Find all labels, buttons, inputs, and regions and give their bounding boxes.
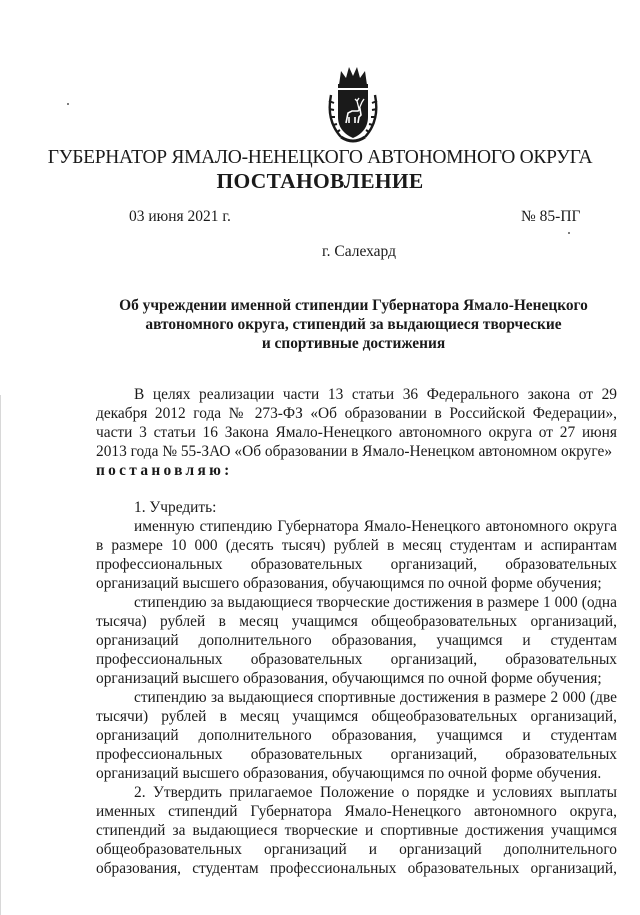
decree-word: постановляю: — [96, 462, 233, 479]
scan-margin-line — [0, 395, 1, 915]
item-1-paragraph: именную стипендию Губернатора Ямало-Ненецкого автономного округа в размере 10 000 (десять тысяч) рублей в месяц студентам и аспирантам профессиональных образовательных организаций, образовательных организаций высшего образования, обучающимся по очной форме обучения; — [96, 518, 617, 592]
title-line: и спортивные достижения — [261, 335, 446, 352]
document-body — [96, 385, 617, 897]
document-date: 03 июня 2021 г. — [129, 208, 231, 225]
item-1-paragraph: стипендию за выдающиеся спортивные достижения в размере 2 000 (две тысячи) рублей в месяц учащимся общеобразовательных организаций, организаций дополнительного образования, учащимся и студентам профессиональных образовательных организаций, образовательных организаций высшего образования, обучающимся по очной форме обучения. — [96, 689, 617, 782]
scan-speck — [67, 103, 69, 105]
document-title — [110, 296, 597, 353]
issuing-authority: ГУБЕРНАТОР ЯМАЛО-НЕНЕЦКОГО АВТОНОМНОГО ОКРУГА — [47, 147, 593, 168]
document-type: ПОСТАНОВЛЕНИЕ — [216, 169, 424, 193]
title-line: Об учреждении именной стипендии Губернатора Ямало-Ненецкого — [119, 297, 588, 314]
scan-speck — [568, 232, 570, 234]
item-1-heading: 1. Учредить: — [134, 499, 217, 516]
item-2-paragraph: 2. Утвердить прилагаемое Положение о порядке и условиях выплаты именных стипендий Губернатора Ямало-Ненецкого автономного округа, стипендий за выдающиеся творческие и спортивные достижения учащимся общеобразовательных организаций и организаций дополнительного образования, студентам профессиональных образовательных организаций, — [96, 784, 617, 877]
coat-of-arms-icon — [325, 65, 381, 145]
document-city: г. Салехард — [322, 243, 396, 260]
document-number: № 85-ПГ — [521, 208, 581, 225]
preamble-paragraph: В целях реализации части 13 статьи 36 Федерального закона от 29 декабря 2012 года № 273-ФЗ «Об образовании в Российской Федерации», части 3 статьи 16 Закона Ямало-Ненецкого автономного округа от 27 июня 2013 года № 55-ЗАО «Об образовании в Ямало-Ненецком автономном округе» — [96, 386, 617, 460]
title-line: автономного округа, стипендий за выдающиеся творческие — [145, 316, 562, 333]
item-1-paragraph: стипендию за выдающиеся творческие достижения в размере 1 000 (одна тысяча) рублей в месяц учащимся общеобразовательных организаций, организаций дополнительного образования, учащимся и студентам профессиональных образовательных организаций, образовательных организаций высшего образования, обучающимся по очной форме обучения; — [96, 594, 617, 687]
